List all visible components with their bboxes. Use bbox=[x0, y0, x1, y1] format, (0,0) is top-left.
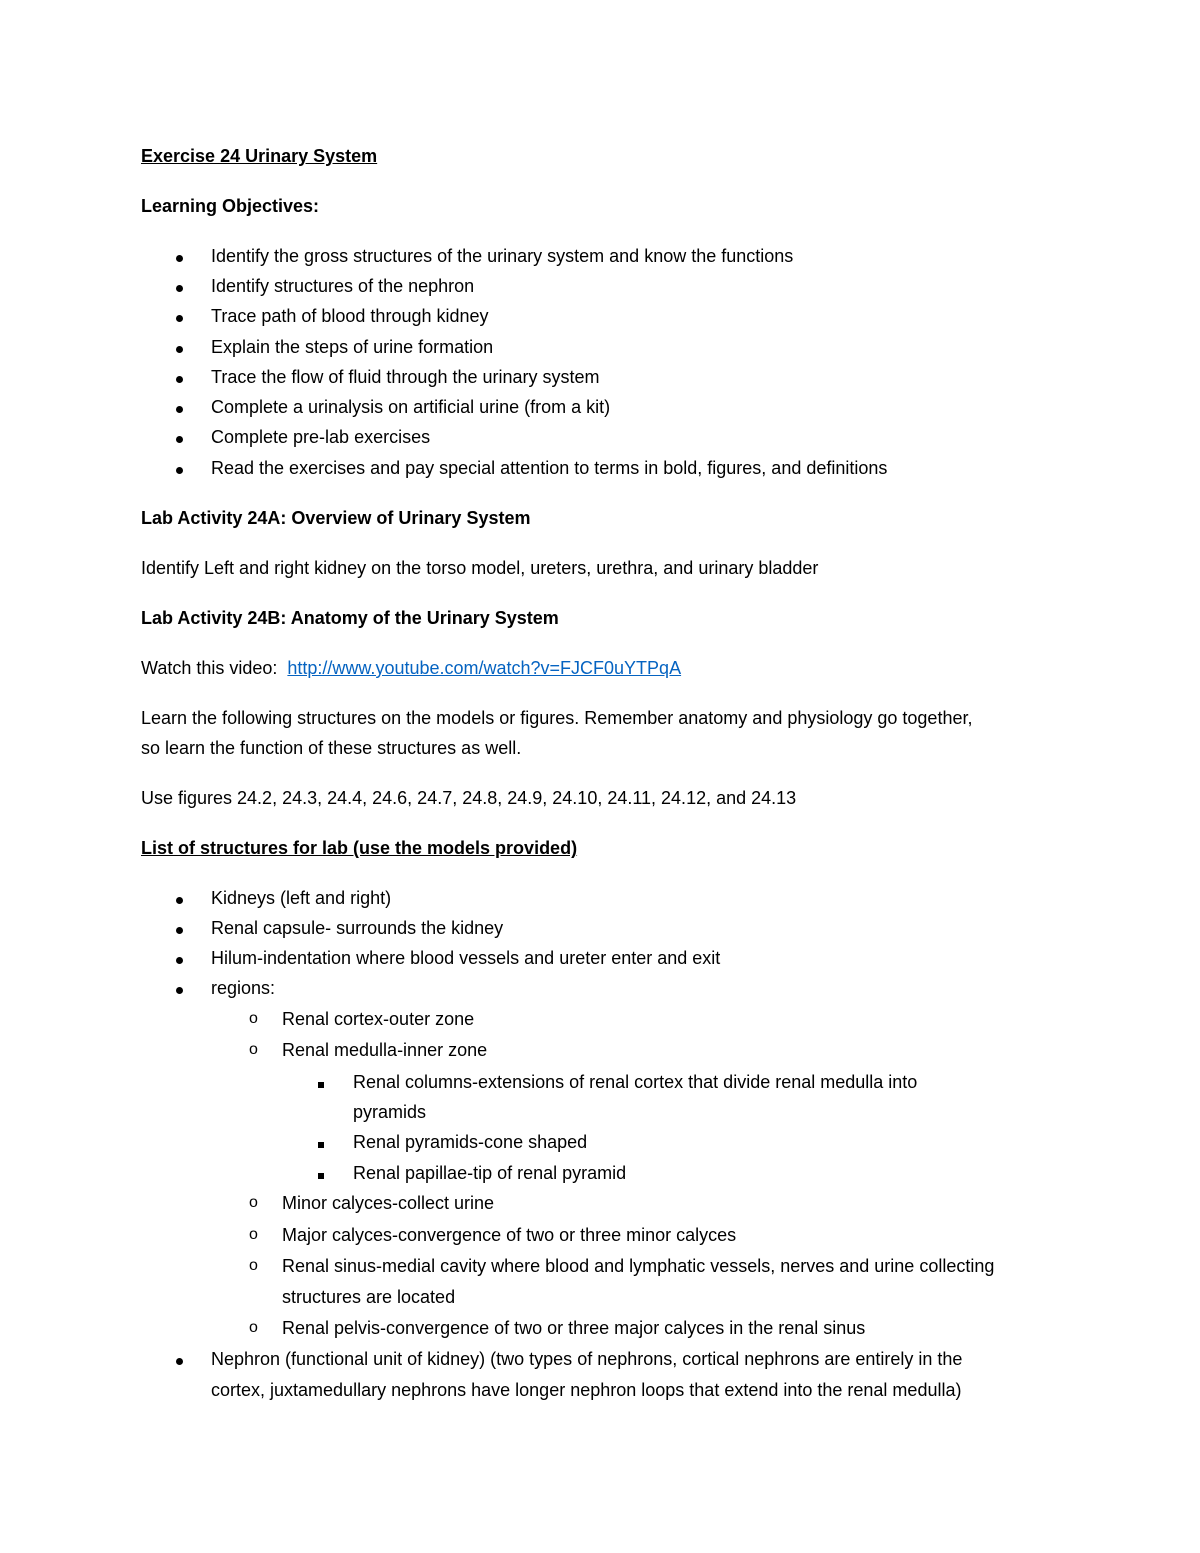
list-item: Renal columns-extensions of renal cortex that divide renal medulla into bbox=[353, 1072, 918, 1092]
bullet-icon bbox=[176, 366, 183, 388]
bullet-icon bbox=[176, 245, 183, 267]
circle-bullet-icon: o bbox=[249, 1226, 258, 1243]
list-item: Identify structures of the nephron bbox=[211, 276, 475, 296]
activity-a-heading: Lab Activity 24A: Overview of Urinary System bbox=[141, 508, 531, 528]
learn-text-line-2: so learn the function of these structures as well. bbox=[141, 738, 522, 758]
video-label: Watch this video: bbox=[141, 658, 278, 678]
list-item: Major calyces-convergence of two or three minor calyces bbox=[282, 1225, 737, 1245]
list-item: Renal pelvis-convergence of two or three major calyces in the renal sinus bbox=[282, 1318, 866, 1338]
square-bullet-icon bbox=[318, 1071, 324, 1093]
list-item: Nephron (functional unit of kidney) (two types of nephrons, cortical nephrons are entirely in the bbox=[211, 1349, 963, 1369]
bullet-icon bbox=[176, 887, 183, 909]
bullet-icon bbox=[176, 426, 183, 448]
list-item: Renal cortex-outer zone bbox=[282, 1009, 475, 1029]
list-item: Minor calyces-collect urine bbox=[282, 1193, 495, 1213]
square-bullet-icon bbox=[318, 1131, 324, 1153]
list-item: Hilum-indentation where blood vessels and ureter enter and exit bbox=[211, 948, 721, 968]
video-link[interactable]: http://www.youtube.com/watch?v=FJCF0uYTPqA bbox=[287, 658, 682, 678]
list-item: Renal medulla-inner zone bbox=[282, 1040, 488, 1060]
list-item: Complete a urinalysis on artificial urine (from a kit) bbox=[211, 397, 611, 417]
bullet-icon bbox=[176, 917, 183, 939]
video-line bbox=[141, 657, 681, 679]
circle-bullet-icon: o bbox=[249, 1194, 258, 1211]
activity-a-text: Identify Left and right kidney on the torso model, ureters, urethra, and urinary bladder bbox=[141, 558, 819, 578]
list-item: Identify the gross structures of the urinary system and know the functions bbox=[211, 246, 794, 266]
list-item: Renal sinus-medial cavity where blood and lymphatic vessels, nerves and urine collecting bbox=[282, 1256, 995, 1276]
list-item: Read the exercises and pay special attention to terms in bold, figures, and definitions bbox=[211, 458, 888, 478]
figures-text: Use figures 24.2, 24.3, 24.4, 24.6, 24.7, 24.8, 24.9, 24.10, 24.11, 24.12, and 24.13 bbox=[141, 788, 797, 808]
circle-bullet-icon: o bbox=[249, 1010, 258, 1027]
list-item-continuation: pyramids bbox=[353, 1102, 427, 1122]
list-item: Explain the steps of urine formation bbox=[211, 337, 494, 357]
bullet-icon bbox=[176, 305, 183, 327]
structures-heading: List of structures for lab (use the models provided) bbox=[141, 838, 578, 858]
list-item: Renal pyramids-cone shaped bbox=[353, 1132, 588, 1152]
bullet-icon bbox=[176, 1348, 183, 1370]
page-title: Exercise 24 Urinary System bbox=[141, 146, 378, 166]
circle-bullet-icon: o bbox=[249, 1041, 258, 1058]
list-item-continuation: structures are located bbox=[282, 1287, 456, 1307]
bullet-icon bbox=[176, 947, 183, 969]
list-item: Renal papillae-tip of renal pyramid bbox=[353, 1163, 627, 1183]
activity-b-heading: Lab Activity 24B: Anatomy of the Urinary System bbox=[141, 608, 559, 628]
circle-bullet-icon: o bbox=[249, 1257, 258, 1274]
bullet-icon bbox=[176, 336, 183, 358]
square-bullet-icon bbox=[318, 1162, 324, 1184]
objectives-heading: Learning Objectives: bbox=[141, 196, 320, 216]
list-item-continuation: cortex, juxtamedullary nephrons have longer nephron loops that extend into the renal medulla) bbox=[211, 1380, 962, 1400]
circle-bullet-icon: o bbox=[249, 1319, 258, 1336]
bullet-icon bbox=[176, 457, 183, 479]
learn-text-line-1: Learn the following structures on the models or figures. Remember anatomy and physiology go together, bbox=[141, 708, 973, 728]
bullet-icon bbox=[176, 977, 183, 999]
bullet-icon bbox=[176, 275, 183, 297]
list-item: regions: bbox=[211, 978, 276, 998]
bullet-icon bbox=[176, 396, 183, 418]
list-item: Complete pre-lab exercises bbox=[211, 427, 431, 447]
list-item: Kidneys (left and right) bbox=[211, 888, 392, 908]
list-item: Trace the flow of fluid through the urinary system bbox=[211, 367, 600, 387]
list-item: Renal capsule- surrounds the kidney bbox=[211, 918, 504, 938]
list-item: Trace path of blood through kidney bbox=[211, 306, 489, 326]
